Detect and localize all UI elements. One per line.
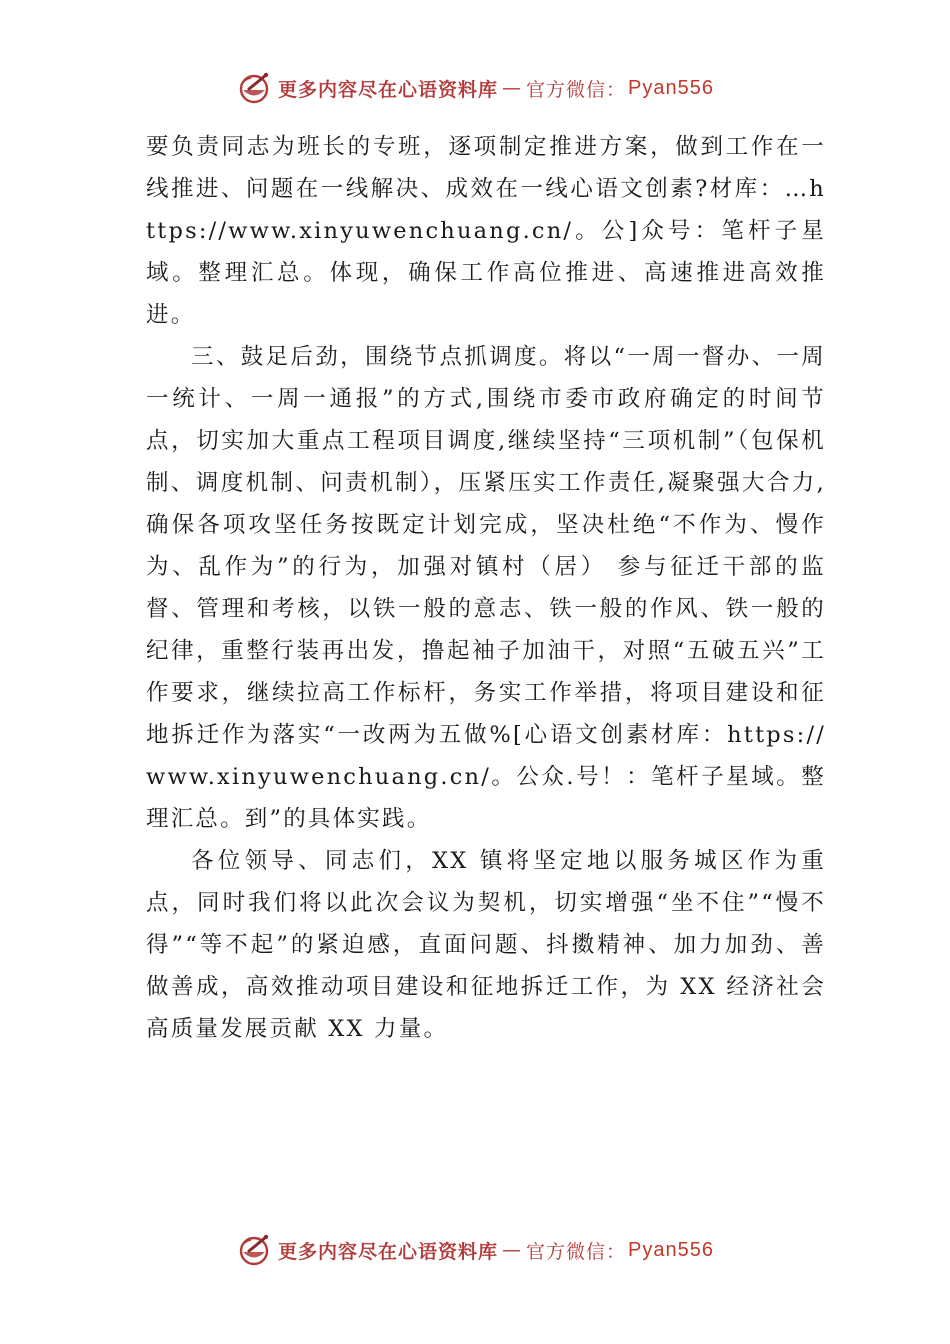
banner-wechat-id: Pyan556 <box>628 1238 714 1261</box>
paragraph-2: 三、鼓足后劲，围绕节点抓调度。将以“一周一督办、一周一统计、一周一通报”的方式,围绕市委市政府确定的时间节点，切实加大重点工程项目调度,继续坚持“三项机制”（包保机制、调度机制、问责机制），压紧压实工作责任,凝聚强大合力,确保各项攻坚任务按既定计划完成，坚决杜绝“不作为、慢作为、乱作为”的行为，加强对镇村（居） 参与征迁干部的监督、管理和考核，以铁一般的意志、铁一般的作风、铁一般的纪律，重整行装再出发，撸起袖子加油干，对照“五破五兴”工作要求，继续拉高工作标杆，务实工作举措，将项目建设和征地拆迁作为落实“一改两为五做%[心语文创素材库：https://www.xinyuwenchuang.cn/。公众.号！：笔杆子星域。整理汇总。到”的具体实践。 <box>146 344 826 832</box>
banner-dash: — <box>502 1239 523 1261</box>
banner-title: 更多内容尽在心语资料库 <box>278 1240 499 1263</box>
footer-banner-text <box>278 1237 714 1264</box>
header-banner <box>0 70 950 106</box>
paragraph-1: 要负责同志为班长的专班，逐项制定推进方案，做到工作在一线推进、问题在一线解决、成效在一线心语文创素?材库：…https://www.xinyuwenchuang.cn/。公]众号：笔杆子星域。整理汇总。体现，确保工作高位推进、高速推进高效推进。 <box>146 134 826 328</box>
mortar-pestle-logo-icon <box>236 70 272 106</box>
banner-wechat-label: 官方微信： <box>526 78 627 101</box>
paragraph-3: 各位领导、同志们，XX 镇将坚定地以服务城区作为重点，同时我们将以此次会议为契机，切实增强“坐不住”“慢不得”“等不起”的紧迫感，直面问题、抖擞精神、加力加劲、善做善成，高效推动项目建设和征地拆迁工作，为 XX 经济社会高质量发展贡献 XX 力量。 <box>146 848 826 1042</box>
document-body <box>146 126 826 1050</box>
footer-banner <box>0 1232 950 1268</box>
header-banner-text <box>278 75 714 102</box>
banner-wechat-label: 官方微信： <box>526 1240 627 1263</box>
mortar-pestle-logo-icon <box>236 1232 272 1268</box>
banner-title: 更多内容尽在心语资料库 <box>278 78 499 101</box>
banner-wechat-id: Pyan556 <box>628 76 714 99</box>
banner-dash: — <box>502 77 523 99</box>
